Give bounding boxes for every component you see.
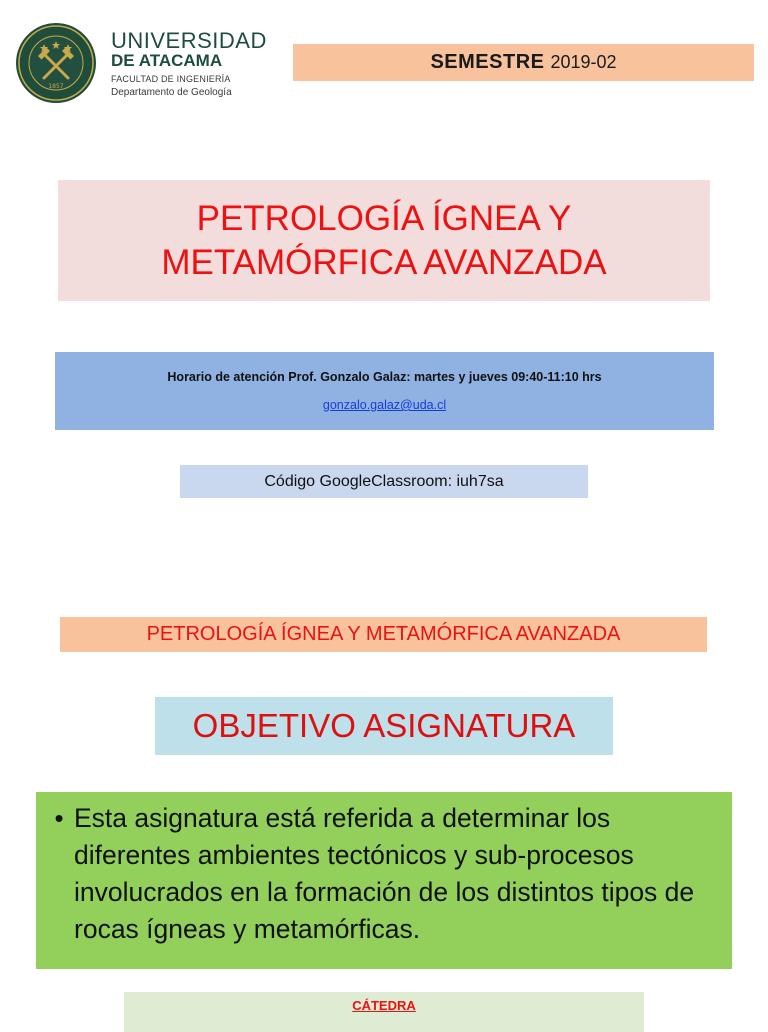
faculty-name: FACULTAD DE INGENIERÍA: [111, 74, 231, 84]
contact-box: [55, 352, 714, 430]
professor-email-link[interactable]: gonzalo.galaz@uda.cl: [322, 398, 447, 412]
semester-banner: [293, 44, 754, 81]
semester-value: 2019-02: [550, 52, 617, 72]
objective-text: Esta asignatura está referida a determinar los diferentes ambientes tectónicos y sub-procesos involucrados en la formación de los distintos tipos de rocas ígneas y metamórficas.: [74, 803, 695, 944]
course-title-line1: PETROLOGÍA ÍGNEA Y: [196, 198, 572, 238]
university-seal-logo: [14, 22, 98, 104]
department-name: Departamento de Geología: [111, 87, 232, 98]
google-classroom-code: Código GoogleClassroom: iuh7sa: [180, 465, 588, 498]
university-name-line2: DE ATACAMA: [111, 51, 223, 70]
course-title: [58, 180, 710, 301]
objective-heading: OBJETIVO ASIGNATURA: [155, 697, 613, 755]
university-name-line1: UNIVERSIDAD: [111, 28, 267, 53]
catedra-label: CÁTEDRA: [352, 998, 416, 1013]
catedra-box: [124, 992, 644, 1032]
semester-label: SEMESTRE: [430, 51, 545, 73]
svg-text:1857: 1857: [48, 83, 64, 90]
course-title-line2: METAMÓRFICA AVANZADA: [161, 242, 607, 282]
objective-description: [36, 792, 732, 969]
course-subtitle: PETROLOGÍA ÍGNEA Y METAMÓRFICA AVANZADA: [60, 617, 707, 652]
office-hours: Horario de atención Prof. Gonzalo Galaz: martes y jueves 09:40-11:10 hrs: [167, 370, 602, 384]
bullet-marker: •: [54, 803, 64, 833]
